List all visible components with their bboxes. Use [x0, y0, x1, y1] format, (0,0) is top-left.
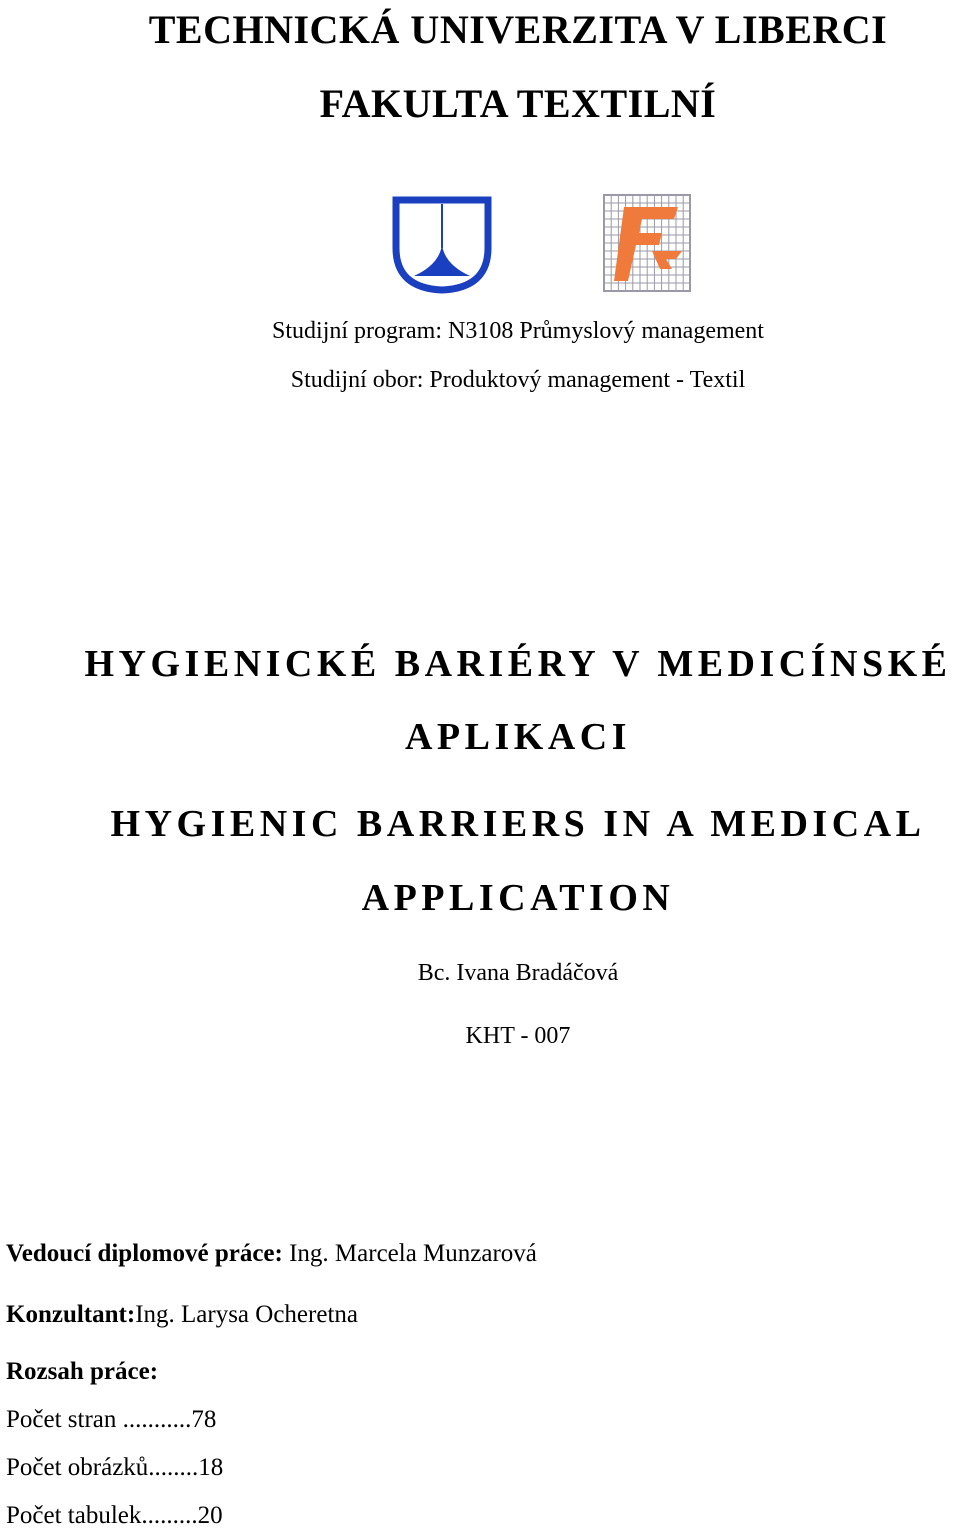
title-cz-line1: HYGIENICKÉ BARIÉRY V MEDICÍNSKÉ: [84, 643, 952, 685]
faculty-name: FAKULTA TEXTILNÍ: [319, 81, 717, 126]
table-count: Počet tabulek.........20: [6, 1502, 223, 1529]
supervisor-line: [6, 1240, 537, 1268]
consultant-value: Ing. Larysa Ocheretna: [135, 1301, 358, 1328]
ft-logo-icon: [602, 193, 692, 293]
study-program: Studijní program: N3108 Průmyslový management: [272, 318, 764, 344]
consultant-line: [6, 1301, 358, 1329]
scope-label: Rozsah práce:: [6, 1358, 159, 1385]
consultant-label: Konzultant:: [6, 1301, 136, 1328]
page-count: Počet stran ...........78: [6, 1406, 217, 1433]
figure-count: Počet obrázků........18: [6, 1454, 224, 1481]
thesis-code: KHT - 007: [465, 1023, 571, 1049]
supervisor-value: Ing. Marcela Munzarová: [282, 1240, 537, 1267]
university-name: TECHNICKÁ UNIVERZITA V LIBERCI: [148, 7, 888, 52]
tul-logo-icon: [392, 196, 492, 294]
author-name: Bc. Ivana Bradáčová: [417, 960, 619, 986]
study-field: Studijní obor: Produktový management - Textil: [290, 367, 746, 393]
title-cz-line2: APLIKACI: [404, 716, 632, 758]
supervisor-label: Vedoucí diplomové práce:: [6, 1240, 283, 1267]
title-en-line1: HYGIENIC BARRIERS IN A MEDICAL: [110, 803, 926, 845]
title-en-line2: APPLICATION: [361, 877, 675, 919]
